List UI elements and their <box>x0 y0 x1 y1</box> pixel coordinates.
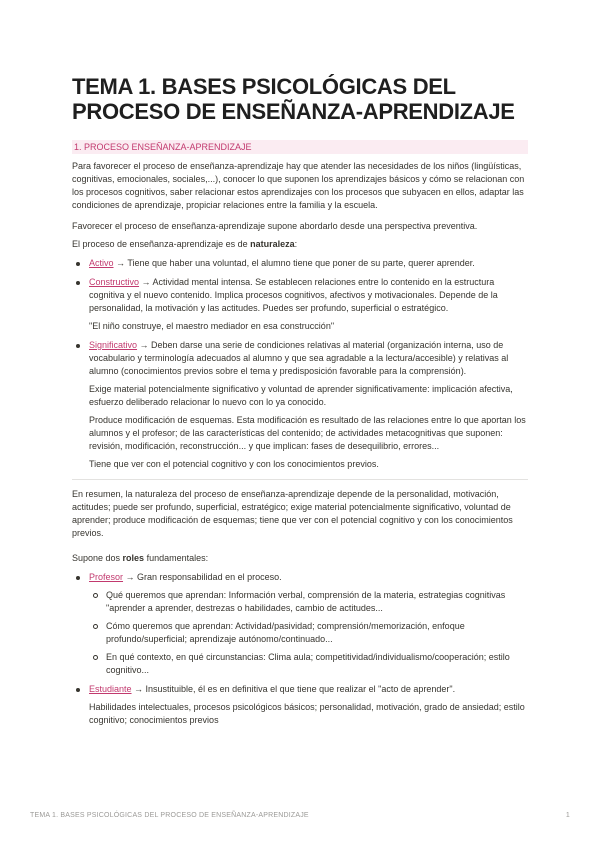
nature-prefix: El proceso de enseñanza-aprendizaje es de <box>72 239 251 249</box>
constructivo-link[interactable]: Constructivo <box>89 277 140 287</box>
section-heading: 1. PROCESO ENSEÑANZA-APRENDIZAJE <box>72 140 528 154</box>
significativo-extra-3: Tiene que ver con el potencial cognitivo y con los conocimientos previos. <box>89 459 379 469</box>
page-title <box>72 74 528 124</box>
divider <box>72 479 528 480</box>
significativo-extra-1: Exige material potencialmente significativo y voluntad de aprender significativamente: implicación afectiva, esfuerzo deliberado relacionar lo nuevo con lo ya conocido. <box>89 384 513 407</box>
roles-paragraph <box>72 552 528 565</box>
significativo-extra-2: Produce modificación de esquemas. Esta modificación es resultado de las relaciones entre lo que aportan los alumnos y el profesor; de las características del contenido; de actividades metacognitivas que suponen: revisión, modificación, reconstrucción... y que implican: fases de desequilibrio, errores... <box>89 415 526 451</box>
sublist-item <box>89 651 528 677</box>
profesor-sublist <box>89 589 528 677</box>
estudiante-text: → Insustituible, él es en definitiva el que tiene que realizar el "acto de aprender". <box>131 684 456 694</box>
roles-bold: roles <box>122 553 145 563</box>
estudiante-extra: Habilidades intelectuales, procesos psicológicos básicos; personalidad, motivación, grado de ansiedad; estilo cognitivo; conocimientos previos <box>89 702 525 725</box>
significativo-text: → Deben darse una serie de condiciones relativas al material (organización interna, uso de vocabulario y terminología adecuados al alumno y que sea agradable a la lectura/accesible) y relativas al alumno (conocimientos previos sobre el tema y predisposición favorable para la comprensión). <box>89 340 509 376</box>
prevent-paragraph: Favorecer el proceso de enseñanza-aprendizaje supone abordarlo desde una perspectiva preventiva. <box>72 221 478 231</box>
page-content <box>72 0 528 727</box>
sublist-item <box>89 589 528 615</box>
roles-prefix: Supone dos <box>72 553 123 563</box>
list-item-estudiante <box>72 683 528 727</box>
roles-suffix: fundamentales: <box>144 553 209 563</box>
activo-text: → Tiene que haber una voluntad, el alumno tiene que poner de su parte, querer aprender. <box>113 258 475 268</box>
constructivo-quote: "El niño construye, el maestro mediador en esa construcción" <box>89 321 335 331</box>
list-item-activo <box>72 257 528 270</box>
sublist-item-text: Qué queremos que aprendan: Información verbal, comprensión de la materia, estrategias cognitivas "aprender a aprender, destrezas o habilidades, cambio de actitudes... <box>106 590 506 613</box>
nature-bold: naturaleza <box>250 239 295 249</box>
list-item-constructivo <box>72 276 528 333</box>
intro-paragraph: Para favorecer el proceso de enseñanza-aprendizaje hay que atender las necesidades de los niños (lingüísticas, cognitivas, emocionales, sociales,...), conocer lo que suponen los aprendizajes básicos y cómo se relacionan con los procesos cognitivos, saber relacionar estos aprendizajes con los procesos que subyacen en ellos, adaptar las condiciones de aprendizaje, propiciar relaciones entre la familia y la escuela. <box>72 161 525 210</box>
footer-title: TEMA 1. BASES PSICOLÓGICAS DEL PROCESO DE ENSEÑANZA-APRENDIZAJE <box>30 812 309 819</box>
summary-paragraph: En resumen, la naturaleza del proceso de enseñanza-aprendizaje depende de la personalidad, motivación, actitudes; puede ser profundo, superficial, estratégico; exige material potencialmente significativo, voluntad de aprender; produce modificación de esquemas; tiene que ver con el potencial cognitivo y con los conocimientos previos. <box>72 489 513 538</box>
title-line-1: TEMA 1. BASES PSICOLÓGICAS DEL <box>72 74 456 99</box>
estudiante-link[interactable]: Estudiante <box>89 684 132 694</box>
profesor-link[interactable]: Profesor <box>89 572 124 582</box>
list-item-profesor <box>72 571 528 677</box>
page-footer <box>30 812 570 819</box>
sublist-item <box>89 620 528 646</box>
sublist-item-text: En qué contexto, en qué circunstancias: Clima aula; competitividad/individualismo/cooperación; estilo cognitivo... <box>106 652 510 675</box>
title-line-2: PROCESO DE ENSEÑANZA-APRENDIZAJE <box>72 99 515 124</box>
constructivo-text: → Actividad mental intensa. Se establecen relaciones entre lo contenido en la estructura cognitiva y el nuevo contenido. Implica procesos cognitivos, afectivos y motivacionales. Depende de la personalidad, la motivación y las actitudes. Puedes ser profundo, superficial o estratégico. <box>89 277 498 313</box>
nature-suffix: : <box>294 239 298 249</box>
roles-list <box>72 571 528 727</box>
nature-list <box>72 257 528 471</box>
profesor-text: → Gran responsabilidad en el proceso. <box>123 572 282 582</box>
page-number: 1 <box>565 812 570 819</box>
sublist-item-text: Cómo queremos que aprendan: Actividad/pasividad; comprensión/memorización, enfoque profundo/superficial; aprendizaje autónomo/continuado... <box>106 621 465 644</box>
activo-link[interactable]: Activo <box>89 258 114 268</box>
significativo-link[interactable]: Significativo <box>89 340 138 350</box>
list-item-significativo <box>72 339 528 471</box>
nature-paragraph <box>72 238 528 251</box>
